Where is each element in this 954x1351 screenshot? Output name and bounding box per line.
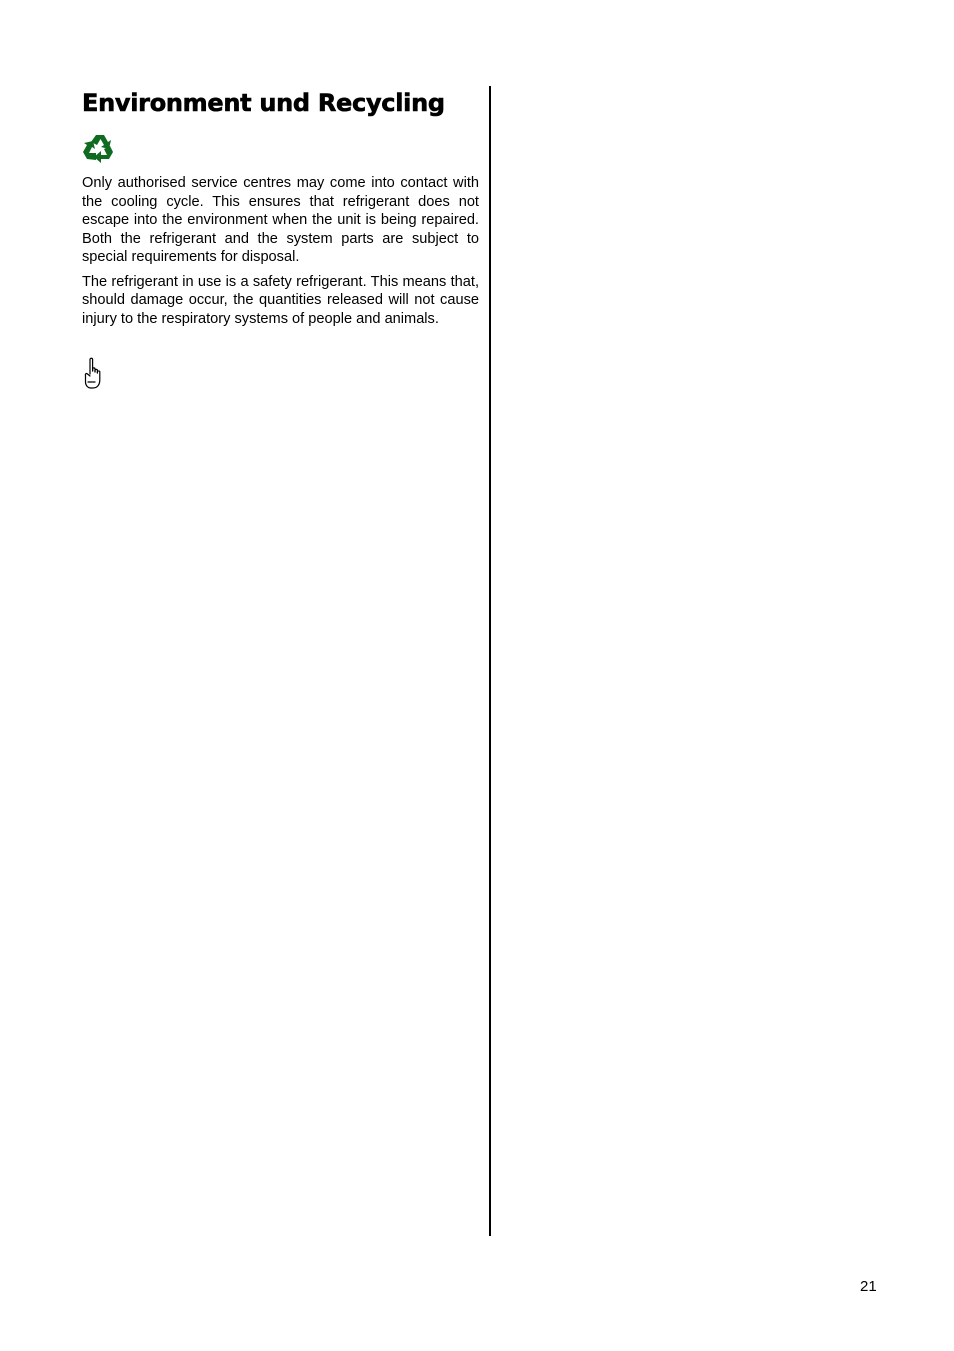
paragraph-service: Only authorised service centres may come into contact with the cooling cycle. This ensures that refrigerant does not escape into the environment when the unit is being repaired. Both the refrigerant and the system parts are subject to special requirements for disposal. (82, 175, 479, 265)
page-number: 21 (860, 1278, 877, 1295)
left-column (82, 86, 479, 390)
column-divider (489, 86, 491, 1236)
pointing-hand-icon (82, 356, 104, 390)
paragraph-refrigerant: The refrigerant in use is a safety refrigerant. This means that, should damage occur, the quantities released will not cause injury to the respiratory systems of people and animals. (82, 273, 479, 327)
section-title: Environment und Recycling (82, 89, 445, 117)
recycle-icon (82, 132, 118, 168)
